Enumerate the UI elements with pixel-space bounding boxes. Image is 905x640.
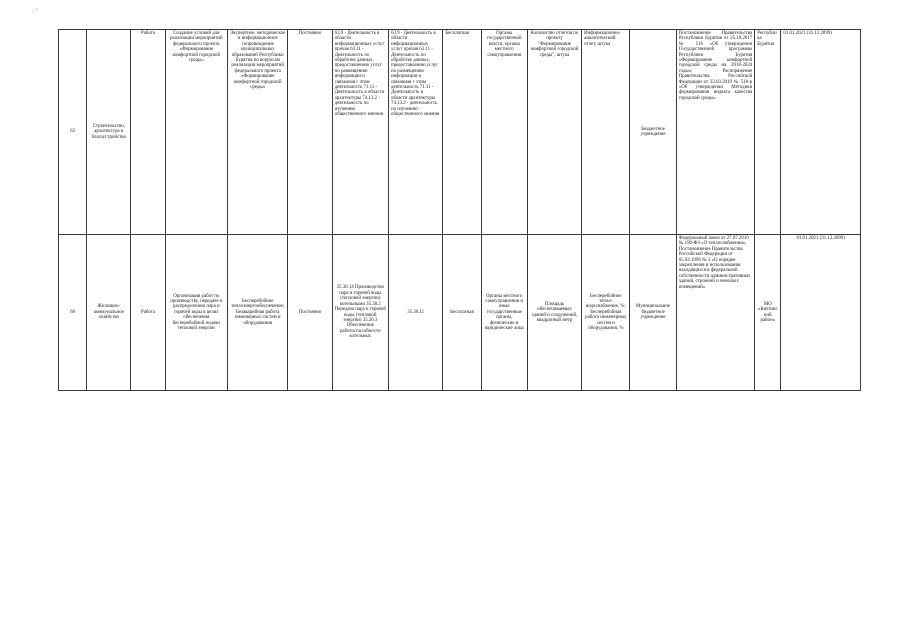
provision-form: Постоянно [288,30,332,235]
service-type: Работа [131,235,165,391]
provision-form: Постоянно [288,235,332,391]
activity-sphere: Жилищно-коммунальное хозяйство [87,235,131,391]
scan-marks: · ˇ [32,9,38,15]
consumers: Органы местного самоуправления и иные государственные органы, физические и юридические лица [481,235,527,391]
row-number: 62 [59,30,87,235]
volume-indicator: Площадь обеспечиваемых зданий и сооружений, квадратный метр [527,235,581,391]
payment-type: Бесплатная [443,235,481,391]
okved-codes-secondary: 35.30.11 [389,235,443,391]
okved-codes: 63.9 - Деятельность в области информационных услуг прочая 63.11 - Деятельность по обработке данных, предоставлению услуг по размещению информации и связанная с этим деятельность 71.11 - Деятельность в области архитектуры 74.13.2 - деятельность по изучению общественного мнения [332,30,388,235]
service-content: Бесперебойное теплоэнергообеспечение; Безаварийная работа инженерных систем и оборудования [228,235,288,391]
row-number: 68 [59,235,87,391]
consumers: Органы государственной власти, органы местного самоуправления [481,30,527,235]
authority-level: Республика Бурятия [755,30,781,235]
table-row [59,235,861,391]
legal-basis: Постановление Правительства Республики Бурятия от 25.10.2017 № 516 «Об утверждении Государственной программы Республики Бурятия «Формирование комфортной городской среды на 2018-2024 годы»; Распоряжение Правительства Российской Федерации от 23.03.2019 № 510-р «Об утверждении Методики формирования индекса качества городской среды» [676,30,754,235]
authority-level: МО «Кяхтинский район» [755,235,781,391]
registry-table [58,29,861,391]
okved-codes-secondary: 63.9 - Деятельность в области информационных услуг прочая 63.11 - Деятельность по обработке данных, предоставлению услуг по размещению информации и связанная с этим деятельность 71.11 - Деятельность в области архитектуры 74.13.2 - деятельность по изучению общественного мнения [389,30,443,235]
service-name: Создание условий для реализации мероприятий федерального проекта «Формирование комфортной городской среды» [165,30,227,235]
payment-type: Бесплатная [443,30,481,235]
quality-indicator: Бесперебойное тепло-водоснабжение, %; Бесперебойная работа инженерных систем и оборудования, % [582,235,630,391]
service-content: Экспертное, методическое и информационное сопровождение муниципальных образований Республики Бурятия по вопросам реализации мероприятий федерального проекта «Формирование комфортной городской среды» [228,30,288,235]
effective-date: 01.01.2021 (31.12.2099) [781,30,861,235]
quality-indicator: Информационно-аналитический отчет, штука [582,30,630,235]
effective-date: 01.01.2021 (31.12.2099) [781,235,861,391]
table-row [59,30,861,235]
legal-basis: Федеральный закон от 27.07.2010 № 190-ФЗ «О теплоснабжении», Постановление Правительства Российской Федерации от 05.03.1996 № 3 «О порядке закрепления и использования находящихся в федеральной собственности административных зданий, строений и нежилых помещений» [676,235,754,391]
service-type: Работа [131,30,165,235]
service-name: Организация работ по производству, передаче и распределению пара и горячей воды в целях обеспечения бесперебойной подачи тепловой энергии [165,235,227,391]
institution-type: Бюджетное учреждение [630,30,676,235]
volume-indicator: Количество отчетов по проекту "Формирование комфортной городской среды", штука [527,30,581,235]
institution-type: Муниципальное бюджетное учреждение [630,235,676,391]
activity-sphere: Строительство, архитектура и благоустройство [87,30,131,235]
okved-codes: 35.30.14 Производство пара и горячей воды (тепловой энергии) котельными 35.30.2 Передача пара и горячей воды (тепловой энергии) 35.30.3 Обеспечение работоспособности котельных [332,235,388,391]
